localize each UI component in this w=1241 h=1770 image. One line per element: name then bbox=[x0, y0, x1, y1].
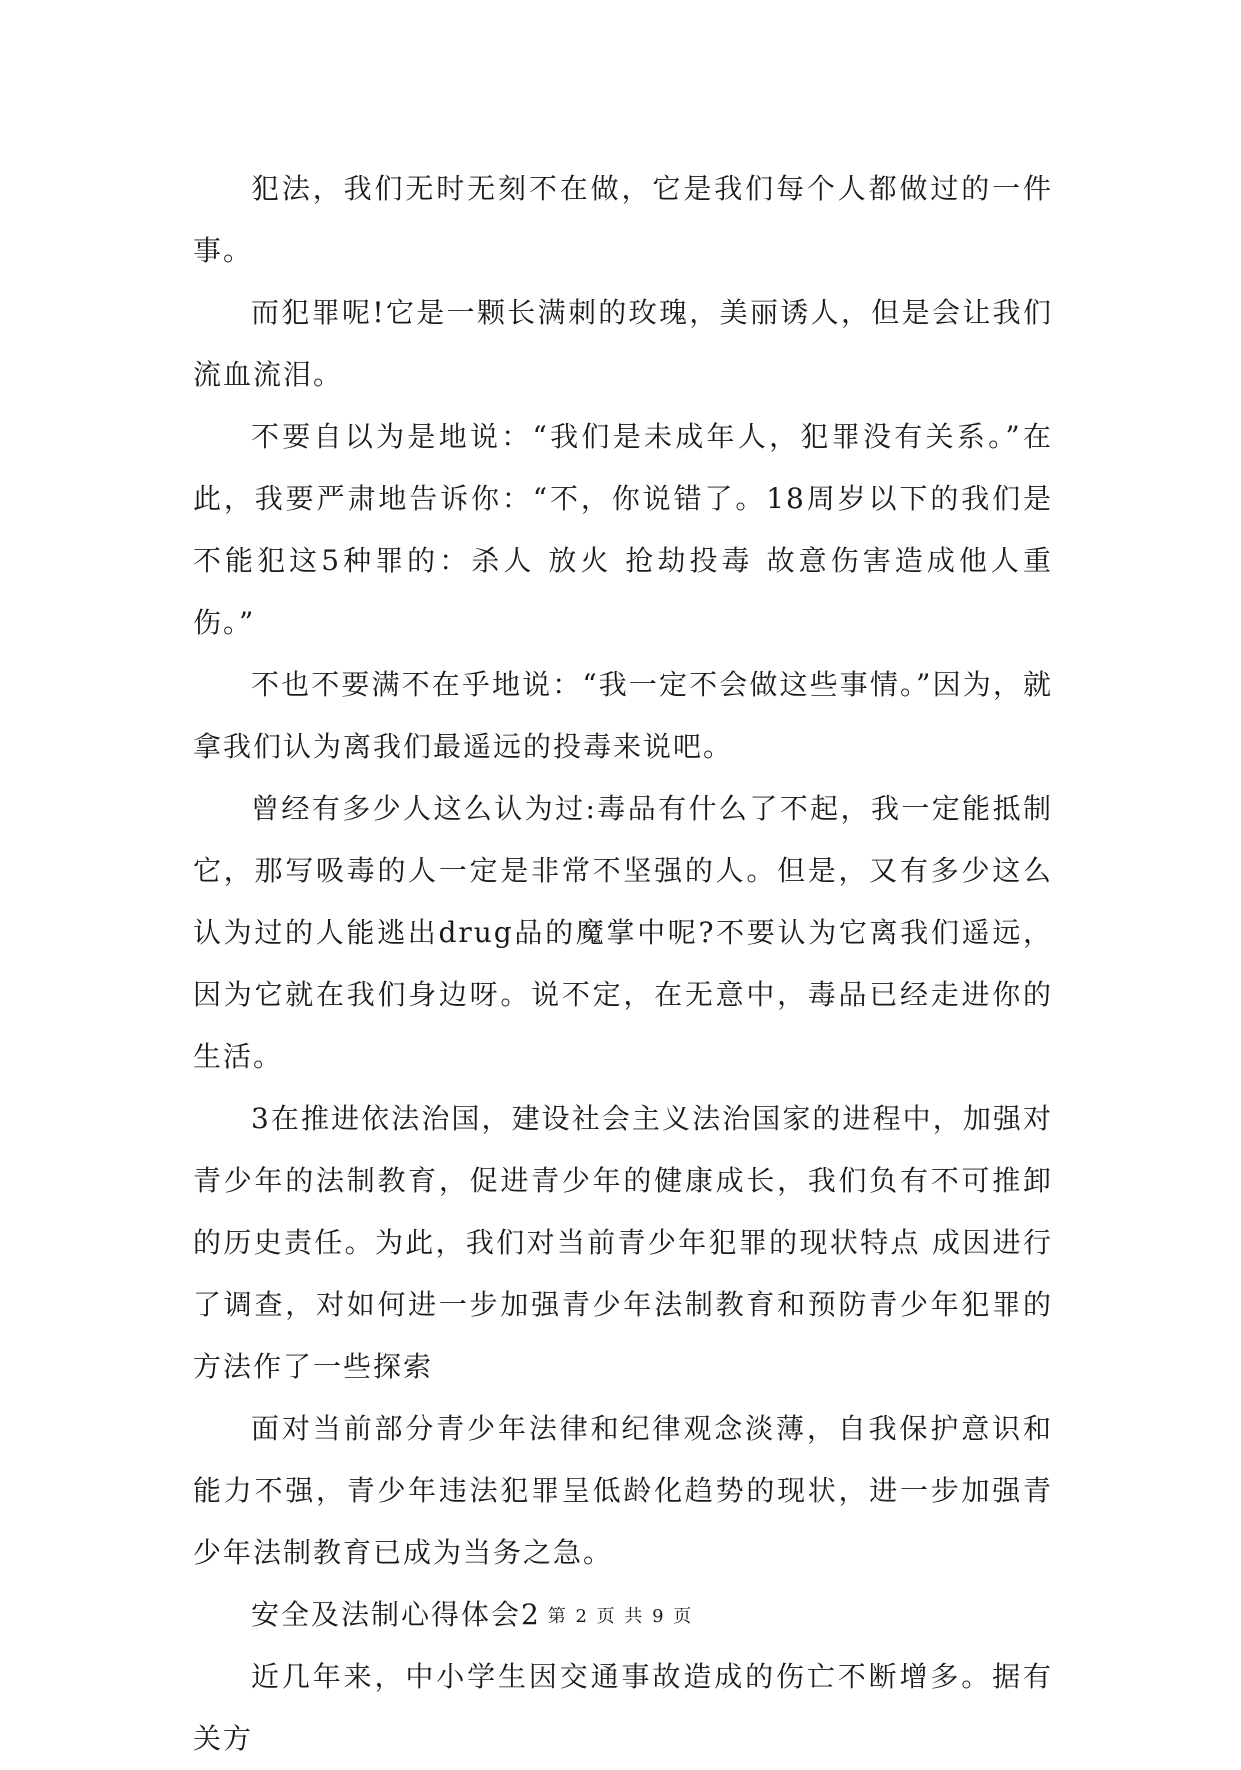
document-body bbox=[193, 158, 1053, 1770]
paragraph-5: 曾经有多少人这么认为过:毒品有什么了不起，我一定能抵制它，那写吸毒的人一定是非常不坚强的人。但是，又有多少这么认为过的人能逃出drug品的魔掌中呢?不要认为它离我们遥远，因为它就在我们身边呀。说不定，在无意中，毒品已经走进你的生活。 bbox=[193, 792, 1053, 1073]
paragraph-7: 面对当前部分青少年法律和纪律观念淡薄，自我保护意识和能力不强，青少年违法犯罪呈低龄化趋势的现状，进一步加强青少年法制教育已成为当务之急。 bbox=[193, 1412, 1053, 1569]
paragraph-2: 而犯罪呢!它是一颗长满刺的玫瑰，美丽诱人，但是会让我们流血流泪。 bbox=[193, 296, 1053, 391]
section-heading: 安全及法制心得体会2 bbox=[251, 1598, 541, 1631]
paragraph-8: 近几年来，中小学生因交通事故造成的伤亡不断增多。据有关方 bbox=[193, 1660, 1053, 1755]
page-footer: 第 2 页 共 9 页 bbox=[547, 1606, 694, 1627]
paragraph-1: 犯法，我们无时无刻不在做，它是我们每个人都做过的一件事。 bbox=[193, 172, 1053, 267]
paragraph-6: 3在推进依法治国，建设社会主义法治国家的进程中，加强对青少年的法制教育，促进青少年的健康成长，我们负有不可推卸的历史责任。为此，我们对当前青少年犯罪的现状特点 成因进行了调查，对如何进一步加强青少年法制教育和预防青少年犯罪的方法作了一些探索 bbox=[193, 1102, 1053, 1383]
paragraph-4: 不也不要满不在乎地说：“我一定不会做这些事情。”因为，就拿我们认为离我们最遥远的投毒来说吧。 bbox=[193, 668, 1053, 763]
paragraph-3: 不要自以为是地说：“我们是未成年人，犯罪没有关系。”在此，我要严肃地告诉你：“不，你说错了。18周岁以下的我们是不能犯这5种罪的：杀人 放火 抢劫投毒 故意伤害造成他人重伤。” bbox=[193, 420, 1053, 639]
